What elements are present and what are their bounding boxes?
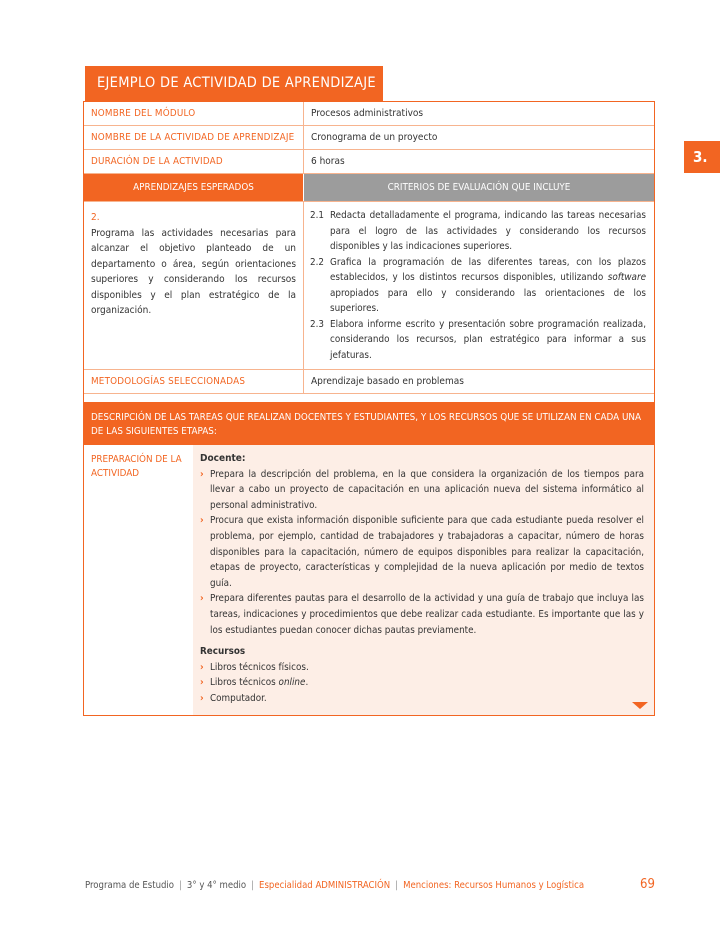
description-header: DESCRIPCIÓN DE LAS TAREAS QUE REALIZAN DOCENTES Y ESTUDIANTES, Y LOS RECURSOS QUE SE UTILIZAN EN CADA UNA DE LAS SIGUIENTES ETAPAS:: [84, 402, 654, 445]
expected-learning-header: APRENDIZAJES ESPERADOS: [84, 174, 303, 201]
chevron-right-icon: ›: [200, 468, 204, 480]
chevron-right-icon: ›: [200, 692, 204, 704]
criteria-header-row: [84, 174, 654, 202]
criterion-item: [310, 255, 646, 317]
footer-separator: |: [395, 880, 399, 891]
triangle-down-icon: [632, 702, 648, 709]
activity-row: [84, 126, 654, 150]
module-label: NOMBRE DEL MÓDULO: [91, 108, 196, 119]
resource-text: Libros técnicos físicos.: [210, 661, 309, 673]
learning-number: 2.: [91, 212, 100, 223]
duration-row: [84, 150, 654, 174]
footer-specialty: Especialidad ADMINISTRACIÓN: [259, 880, 391, 891]
chevron-right-icon: ›: [200, 661, 204, 673]
duration-label: DURACIÓN DE LA ACTIVIDAD: [91, 156, 223, 167]
list-item: [200, 591, 644, 638]
learning-cell: [84, 202, 303, 369]
bullet-text: Prepara diferentes pautas para el desarrollo de la actividad y una guía de trabajo que incluya las tareas, indicaciones y procedimientos que debe realizar cada estudiante. Es importante que las y los estudiantes puedan conocer dichas pautas previamente.: [210, 593, 644, 636]
criterion-text: Redacta detalladamente el programa, indicando las tareas necesarias para el logro de las actividades y considerando los recursos disponibles y las indicaciones superiores.: [330, 210, 646, 252]
page-footer: [85, 880, 660, 891]
criterion-item: [310, 317, 646, 364]
criterion-item: [310, 208, 646, 255]
criterion-number: 2.1: [310, 210, 325, 221]
page-number: 69: [640, 877, 655, 892]
list-item: [200, 675, 644, 691]
chevron-right-icon: ›: [200, 677, 204, 689]
methodology-row: [84, 370, 654, 394]
criterion-number: 2.3: [310, 318, 325, 330]
methodology-label: METODOLOGÍAS SELECCIONADAS: [91, 376, 246, 387]
recursos-title: Recursos: [200, 646, 246, 658]
module-value: Procesos administrativos: [303, 102, 654, 125]
preparation-row: [84, 445, 654, 715]
methodology-value: Aprendizaje basado en problemas: [303, 370, 654, 393]
list-item: [200, 691, 644, 707]
criteria-cell: [303, 202, 654, 369]
preparation-label: PREPARACIÓN DE LA ACTIVIDAD: [91, 454, 182, 479]
bullet-text: Procura que exista información disponible suficiente para que cada estudiante pueda resolver el problema, por ejemplo, cantidad de trabajadores y trabajadoras a capacitar, número de horas disponibles para la capacitación, número de equipos disponibles para realizar la capacitación, etapas de proyecto, características y complejidad de la nueva aplicación por medio de textos guía.: [210, 515, 644, 589]
list-item: [200, 467, 644, 514]
footer-grade: 3° y 4° medio: [186, 880, 247, 891]
criterion-text: Grafica la programación de las diferentes tareas, con los plazos establecidos, y los distintos recursos disponibles, utilizando software apropiados para ello y considerando las orientaciones de los superiores.: [330, 256, 646, 314]
footer-separator: |: [251, 880, 255, 891]
bullet-text: Prepara la descripción del problema, en la que considera la organización de los tiempos para llevar a cabo un proyecto de capacitación en una aplicación nueva del sistema informático al personal administrativo.: [210, 468, 644, 511]
chevron-right-icon: ›: [200, 593, 204, 605]
resource-text: Computador.: [210, 692, 267, 704]
criterion-text: Elabora informe escrito y presentación sobre programación realizada, considerando los recursos, plan estratégico para informar a sus jefaturas.: [330, 318, 646, 361]
activity-banner: EJEMPLO DE ACTIVIDAD DE APRENDIZAJE: [85, 66, 383, 102]
docente-title: Docente:: [200, 453, 246, 464]
criterion-number: 2.2: [310, 256, 325, 268]
activity-table: [83, 101, 655, 716]
footer-separator: |: [179, 880, 182, 891]
activity-label: NOMBRE DE LA ACTIVIDAD DE APRENDIZAJE: [91, 132, 295, 143]
learning-row: [84, 202, 654, 370]
footer-mentions: Menciones: Recursos Humanos y Logística: [403, 880, 585, 891]
resource-text: Libros técnicos online.: [210, 677, 309, 689]
activity-value: Cronograma de un proyecto: [303, 126, 654, 149]
module-row: [84, 102, 654, 126]
preparation-content: [193, 445, 654, 715]
list-item: [200, 513, 644, 591]
chevron-right-icon: ›: [200, 515, 204, 527]
list-item: [200, 660, 644, 676]
footer-program: Programa de Estudio: [85, 880, 175, 891]
learning-text: Programa las actividades necesarias para alcanzar el objetivo planteado de un departamento o área, según orientaciones superiores y considerando los recursos disponibles y el plan estratégico de la organización.: [91, 227, 296, 316]
spacer-row: [84, 394, 654, 402]
criteria-header: CRITERIOS DE EVALUACIÓN QUE INCLUYE: [303, 174, 654, 201]
section-tab: 3.: [684, 141, 720, 173]
duration-value: 6 horas: [303, 150, 654, 173]
